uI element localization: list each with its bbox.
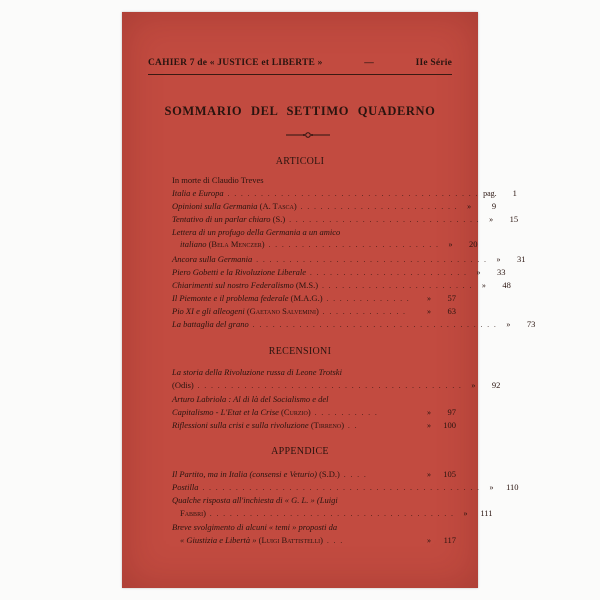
entry-title: La battaglia del grano xyxy=(172,319,249,329)
page-number: 31 xyxy=(516,254,526,264)
entry-title: « Giustizia e Libertà » xyxy=(180,535,257,545)
booklet-cover xyxy=(122,12,536,588)
entry-title: Chiarimenti sul nostro Federalismo xyxy=(172,280,294,290)
dot-leader: . . . . xyxy=(343,471,368,479)
dot-leader: . . . . . . . . . . . . . xyxy=(322,308,407,316)
page-number: 110 xyxy=(506,482,519,492)
dot-leader: . . . . . . . . . . . . . . . . . . . . . . . . . . . . . . . . . . . . . xyxy=(209,510,455,518)
dot-leader: . . . . . . . . . . . . . . . . . . . . . . . . . . . . . . . . . . . . . . . . . . xyxy=(202,484,481,492)
dot-leader: . . . . . . . . . . . . . xyxy=(326,295,411,303)
entry-title: Il Partito, ma in Italia (consensi e Veturio) xyxy=(172,469,317,479)
entry-title: Opinioni sulla Germania xyxy=(172,201,258,211)
toc-entry xyxy=(172,420,456,432)
section-heading-appendice: APPENDICE xyxy=(271,446,329,457)
toc-entry xyxy=(172,482,519,494)
page-prefix: » xyxy=(471,381,476,390)
toc-entry xyxy=(172,201,497,213)
entry-title: Pio XI e gli alleogeni xyxy=(172,306,245,316)
page-number: 111 xyxy=(480,508,493,518)
cahier-label: CAHIER 7 de « JUSTICE et LIBERTE » xyxy=(148,58,323,68)
toc-entry xyxy=(172,380,501,392)
entry-title: Breve svolgimento di alcuni « temi » proposti da xyxy=(172,522,338,532)
dot-leader: . . . xyxy=(326,537,344,545)
page-number: 100 xyxy=(443,420,456,430)
toc-entry xyxy=(172,394,456,406)
entry-title: Ancora sulla Germania xyxy=(172,254,253,264)
toc-entry xyxy=(172,319,536,331)
toc-entry xyxy=(180,239,478,251)
page-prefix: » xyxy=(481,281,486,290)
entry-title: La storia della Rivoluzione russa di Leone Trotski xyxy=(172,367,342,377)
entry-author: (A. Tasca) xyxy=(259,201,297,211)
page-prefix: » xyxy=(427,470,431,479)
dot-leader: . . xyxy=(348,422,359,430)
toc-entry xyxy=(172,214,519,226)
entry-title: italiano xyxy=(180,239,207,249)
entry-title: Lettera di un profugo della Germania a un amico xyxy=(172,227,341,237)
entry-title: Qualche risposta all'inchiesta di « G. L. » (Luigi xyxy=(172,495,338,505)
dot-leader: . . . . . . . . . . . . . . . . . . . . . . . . . . . . . xyxy=(289,216,481,224)
page-number: 63 xyxy=(447,306,456,316)
page-prefix: » xyxy=(489,483,494,492)
dot-leader: . . . . . . . . . . . . . . . . . . . . . . . . . . xyxy=(268,241,440,249)
toc-entry xyxy=(172,522,456,534)
entry-author: (S.) xyxy=(272,214,286,224)
toc-entry xyxy=(172,254,526,266)
entry-author: (Tirreno) xyxy=(310,420,345,430)
page-number: 73 xyxy=(526,319,536,329)
dot-leader: . . . . . . . . . . . . . . . . . . . . . . . . xyxy=(300,203,459,211)
entry-author: (M.S.) xyxy=(295,280,319,290)
series-header xyxy=(148,58,452,68)
section-heading-articoli: ARTICOLI xyxy=(275,156,325,167)
page-number: 15 xyxy=(509,214,519,224)
dot-leader: . . . . . . . . . . . . . . . . . . . . . . . xyxy=(322,282,473,290)
page-prefix: » xyxy=(506,320,511,329)
entry-title: Arturo Labriola : Al di là del Socialismo e del xyxy=(172,394,329,404)
page-number: 92 xyxy=(491,380,501,390)
entry-title: Capitalismo - L'Etat et la Crise xyxy=(172,407,279,417)
dot-leader: . . . . . . . . . . . . . . . . . . . . . . . . . . . . . . . . . . . xyxy=(256,256,488,264)
page-prefix: » xyxy=(427,421,431,430)
toc-entry xyxy=(172,306,456,318)
page-number: 105 xyxy=(443,469,456,479)
page-number: 48 xyxy=(502,280,511,290)
page-prefix: » xyxy=(427,307,431,316)
dot-leader: . . . . . . . . . . . . . . . . . . . . . . . . . . . . . . . . . . . . . . xyxy=(227,190,479,198)
toc-entry xyxy=(172,175,456,187)
page-prefix: » xyxy=(476,268,481,277)
entry-author: Fabbri) xyxy=(180,508,206,518)
ornament-divider-icon xyxy=(286,131,330,139)
page-number: 20 xyxy=(468,239,478,249)
entry-title: Tentativo di un parlar chiaro xyxy=(172,214,271,224)
dot-leader: . . . . . . . . . . . . . . . . . . . . . . . . xyxy=(310,269,468,277)
toc-entry xyxy=(172,280,511,292)
entry-author: (Gaetano Salvemini) xyxy=(246,306,319,316)
toc-entry xyxy=(172,227,456,239)
toc-entry xyxy=(180,508,493,520)
dot-leader: . . . . . . . . . . . . . . . . . . . . . . . . . . . . . . . . . . . . . xyxy=(252,321,498,329)
page-prefix: » xyxy=(427,408,431,417)
entry-title: Il Piemonte e il problema federale xyxy=(172,293,289,303)
section-heading-recensioni: RECENSIONI xyxy=(268,346,332,357)
header-dash: — xyxy=(364,58,374,68)
entry-author: (Odis) xyxy=(172,380,194,390)
page-number: 33 xyxy=(496,267,506,277)
header-rule xyxy=(148,74,452,75)
toc-entry xyxy=(180,535,456,547)
dot-leader: . . . . . . . . . . xyxy=(314,409,379,417)
toc-entry xyxy=(172,495,456,507)
page-prefix: » xyxy=(427,536,431,545)
page-number: 57 xyxy=(447,293,456,303)
entry-title: Postilla xyxy=(172,482,199,492)
page-number: 97 xyxy=(447,407,456,417)
entry-author: (Bela Menczer) xyxy=(208,239,265,249)
page-prefix: » xyxy=(448,240,453,249)
page-prefix: pag. xyxy=(483,189,497,198)
page-number: 117 xyxy=(443,535,456,545)
toc-entry xyxy=(172,293,456,305)
page-prefix: » xyxy=(496,255,501,264)
entry-author: (S.D.) xyxy=(319,469,340,479)
page-prefix: » xyxy=(427,294,431,303)
page-number: 9 xyxy=(491,201,497,211)
page-prefix: » xyxy=(463,509,468,518)
dot-leader: . . . . . . . . . . . . . . . . . . . . . . . . . . . . . . . . . . . . . . . . xyxy=(197,382,463,390)
page-title: SOMMARIO DEL SETTIMO QUADERNO xyxy=(164,104,436,118)
entry-title: Riflessioni sulla crisi e sulla rivoluzione xyxy=(172,420,309,430)
toc-entry xyxy=(172,188,517,200)
series-label: IIe Série xyxy=(415,58,452,68)
toc-entry xyxy=(172,469,456,481)
toc-entry xyxy=(172,267,506,279)
page-prefix: » xyxy=(467,202,472,211)
entry-author: (Curzio) xyxy=(281,407,311,417)
entry-title: Italia e Europa xyxy=(172,188,224,198)
entry-author: (Luigi Battistelli) xyxy=(258,535,323,545)
toc-entry xyxy=(172,407,456,419)
entry-title: Piero Gobetti e la Rivoluzione Liberale xyxy=(172,267,307,277)
page-number: 1 xyxy=(512,188,517,198)
entry-author: (M.A.G.) xyxy=(290,293,323,303)
entry-title: In morte di Claudio Treves xyxy=(172,175,264,185)
page-prefix: » xyxy=(489,215,494,224)
toc-entry xyxy=(172,367,456,379)
